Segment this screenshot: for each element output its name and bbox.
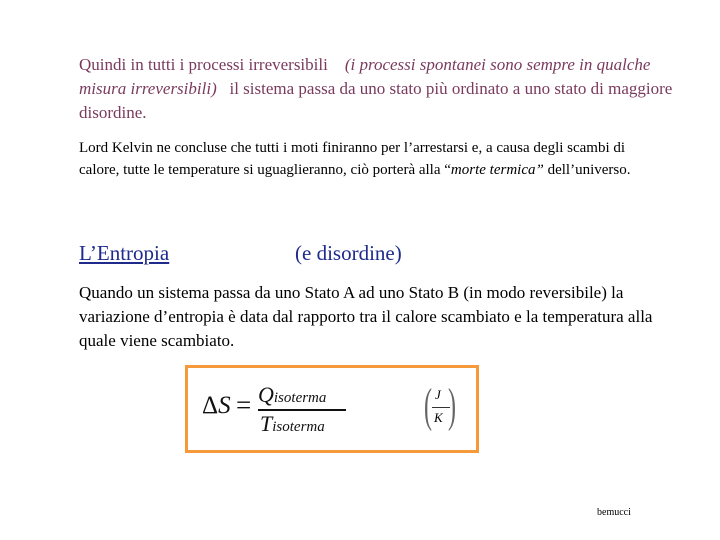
intro-text-2: il sistema passa da uno stato più ordinato a uno stato di maggiore disordine. <box>79 79 673 122</box>
temperature-symbol: T <box>260 411 273 436</box>
intro-aside: (i processi spontanei sono sempre in qualche misura irreversibili) <box>79 55 651 98</box>
intro-paragraph <box>79 53 679 125</box>
right-paren: ) <box>447 379 456 432</box>
definition-paragraph: Quando un sistema passa da uno Stato A ad uno Stato B (in modo reversibile) la variazione d’entropia è data dal rapporto tra il calore scambiato e la temperatura alla quale viene scambiato. <box>79 283 653 350</box>
heat-symbol: Q <box>258 382 274 407</box>
author-footer: bemucci <box>597 507 631 518</box>
formula-numerator <box>258 382 326 408</box>
numerator-subscript: isoterma <box>273 390 327 406</box>
unit-numerator: J <box>435 387 441 402</box>
kelvin-paragraph <box>79 137 639 181</box>
delta-symbol: Δ <box>202 392 219 419</box>
equals-sign: = <box>236 390 252 420</box>
denominator-subscript: isoterma <box>272 419 325 435</box>
kelvin-text-2: dell’universo. <box>543 162 631 178</box>
kelvin-italic: morte termica” <box>450 162 544 178</box>
unit-denominator: K <box>434 410 443 425</box>
entropy-formula-box <box>185 365 479 453</box>
section-subtitle: (e disordine) <box>295 241 402 265</box>
kelvin-text-1: Lord Kelvin ne concluse che tutti i moti finiranno per l’arrestarsi e, a causa degli scambi di calore, tutte le temperature si uguaglieranno, ciò porterà alla “ <box>79 140 626 178</box>
section-title: L’Entropia <box>79 241 170 265</box>
left-paren: ( <box>423 379 432 432</box>
intro-text-1: Quindi in tutti i processi irreversibili <box>79 55 328 74</box>
formula-unit <box>423 379 460 432</box>
formula-lhs <box>202 392 231 420</box>
section-heading <box>79 240 402 266</box>
entropy-symbol: S <box>218 392 231 419</box>
formula-denominator <box>260 411 325 437</box>
